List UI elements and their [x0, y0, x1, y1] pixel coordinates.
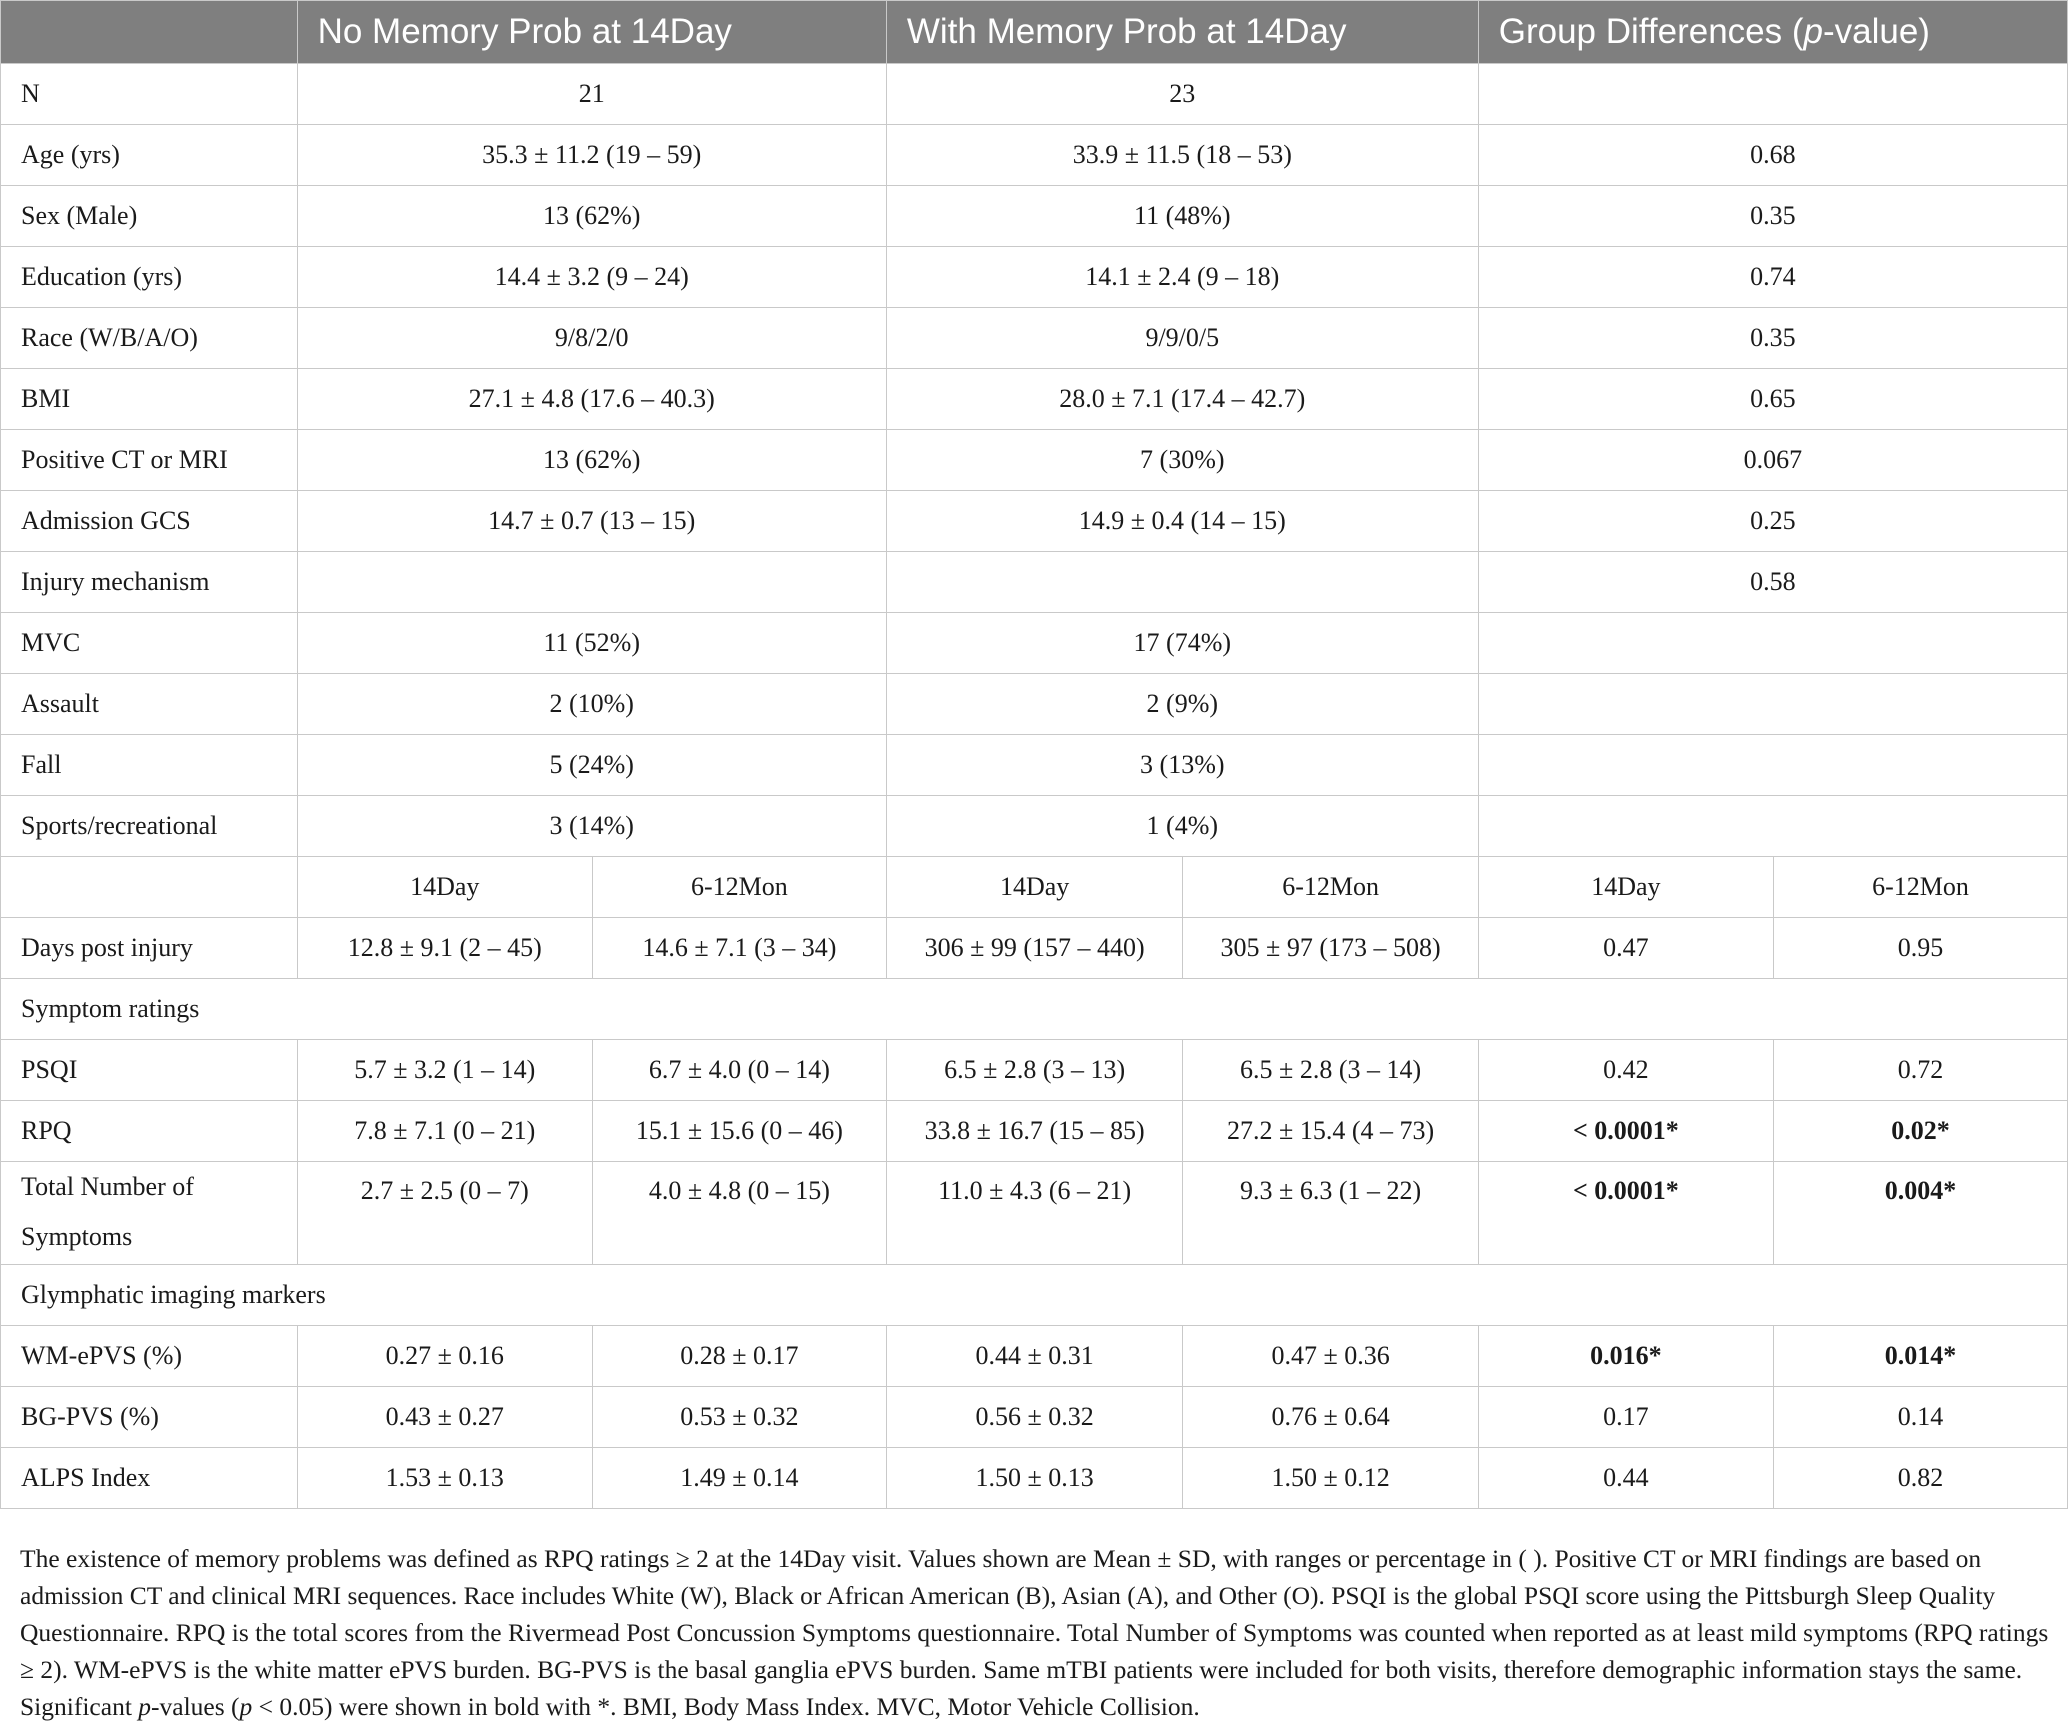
table-cell: 0.14 [1774, 1387, 2068, 1448]
table-footnote: The existence of memory problems was defined as RPQ ratings ≥ 2 at the 14Day visit. Values shown are Mean ± SD, with ranges or percentage in ( ). Positive CT or MRI findings are based on admission CT and clinical MRI sequences. Race includes White (W), Black or African American (B), Asian (A), and Other (O). PSQI is the global PSQI score using the Pittsburgh Sleep Quality Questionnaire. RPQ is the total scores from the Rivermead Post Concussion Symptoms questionnaire. Total Number of Symptoms was counted when reported as at least mild symptoms (RPQ ratings ≥ 2). WM-ePVS is the white matter ePVS burden. BG-PVS is the basal ganglia ePVS burden. Same mTBI patients were included for both visits, therefore demographic information stays the same. Significant p-values (p < 0.05) were shown in bold with *. BMI, Body Mass Index. MVC, Motor Vehicle Collision. [20, 1544, 2049, 1721]
table-cell-significant: 0.016* [1478, 1326, 1773, 1387]
header-with-memory: With Memory Prob at 14Day [886, 1, 1478, 64]
table-cell: 0.44 [1478, 1448, 1773, 1509]
cell-no-memory: 9/8/2/0 [297, 308, 886, 369]
row-label: Injury mechanism [1, 552, 298, 613]
table-cell: 2.7 ± 2.5 (0 – 7) [297, 1162, 592, 1265]
table-cell: 0.47 ± 0.36 [1183, 1326, 1478, 1387]
cell-p-value: 0.35 [1478, 308, 2067, 369]
table-cell: 7.8 ± 7.1 (0 – 21) [297, 1101, 592, 1162]
cell-with-memory: 3 (13%) [886, 735, 1478, 796]
cell-with-memory: 17 (74%) [886, 613, 1478, 674]
cell-no-memory: 13 (62%) [297, 430, 886, 491]
row-label: Positive CT or MRI [1, 430, 298, 491]
cell-no-memory: 3 (14%) [297, 796, 886, 857]
table-row [1, 308, 2068, 369]
table-cell: 27.2 ± 15.4 (4 – 73) [1183, 1101, 1478, 1162]
subheader-empty [1, 857, 298, 918]
subheader-cell: 6-12Mon [1774, 857, 2068, 918]
row-label: MVC [1, 613, 298, 674]
subheader-cell: 14Day [886, 857, 1183, 918]
table-cell: 15.1 ± 15.6 (0 – 46) [592, 1101, 886, 1162]
table-row [1, 796, 2068, 857]
table-row [1, 247, 2068, 308]
table-cell: 306 ± 99 (157 – 440) [886, 918, 1183, 979]
table-cell: 0.53 ± 0.32 [592, 1387, 886, 1448]
visit-subheader-row [1, 857, 2068, 918]
table-row [1, 735, 2068, 796]
row-label: Assault [1, 674, 298, 735]
table-cell: 0.82 [1774, 1448, 2068, 1509]
table-cell-significant: 0.02* [1774, 1101, 2068, 1162]
cell-p-value: 0.35 [1478, 186, 2067, 247]
table-cell: 4.0 ± 4.8 (0 – 15) [592, 1162, 886, 1265]
cell-with-memory: 9/9/0/5 [886, 308, 1478, 369]
cell-with-memory [886, 552, 1478, 613]
cell-no-memory: 21 [297, 64, 886, 125]
table-cell: 6.5 ± 2.8 (3 – 14) [1183, 1040, 1478, 1101]
table-row [1, 125, 2068, 186]
row-label: Total Number of Symptoms [1, 1162, 298, 1265]
subheader-cell: 14Day [297, 857, 592, 918]
table-row [1, 1387, 2068, 1448]
table-cell-significant: 0.014* [1774, 1326, 2068, 1387]
cell-with-memory: 28.0 ± 7.1 (17.4 – 42.7) [886, 369, 1478, 430]
cell-no-memory: 5 (24%) [297, 735, 886, 796]
table-row [1, 186, 2068, 247]
cell-no-memory: 2 (10%) [297, 674, 886, 735]
cell-no-memory: 14.4 ± 3.2 (9 – 24) [297, 247, 886, 308]
section-label: Symptom ratings [1, 979, 2068, 1040]
table-cell: 6.7 ± 4.0 (0 – 14) [592, 1040, 886, 1101]
cell-no-memory: 11 (52%) [297, 613, 886, 674]
cell-p-value: 0.74 [1478, 247, 2067, 308]
table-row [1, 613, 2068, 674]
row-label: Fall [1, 735, 298, 796]
cell-p-value: 0.58 [1478, 552, 2067, 613]
header-no-memory: No Memory Prob at 14Day [297, 1, 886, 64]
table-row [1, 64, 2068, 125]
row-label: Race (W/B/A/O) [1, 308, 298, 369]
row-label: Age (yrs) [1, 125, 298, 186]
cell-no-memory: 27.1 ± 4.8 (17.6 – 40.3) [297, 369, 886, 430]
table-cell: 33.8 ± 16.7 (15 – 85) [886, 1101, 1183, 1162]
cell-with-memory: 14.1 ± 2.4 (9 – 18) [886, 247, 1478, 308]
cell-no-memory: 14.7 ± 0.7 (13 – 15) [297, 491, 886, 552]
table-cell: 0.47 [1478, 918, 1773, 979]
cell-with-memory: 2 (9%) [886, 674, 1478, 735]
row-label: PSQI [1, 1040, 298, 1101]
table-cell: 0.42 [1478, 1040, 1773, 1101]
row-label: BMI [1, 369, 298, 430]
cell-p-value [1478, 674, 2067, 735]
row-label: WM-ePVS (%) [1, 1326, 298, 1387]
table-row [1, 369, 2068, 430]
table-cell: 9.3 ± 6.3 (1 – 22) [1183, 1162, 1478, 1265]
table-cell: 0.27 ± 0.16 [297, 1326, 592, 1387]
table-row [1, 1162, 2068, 1265]
table-cell: 0.44 ± 0.31 [886, 1326, 1183, 1387]
cell-p-value: 0.067 [1478, 430, 2067, 491]
cell-with-memory: 14.9 ± 0.4 (14 – 15) [886, 491, 1478, 552]
table-cell: 0.28 ± 0.17 [592, 1326, 886, 1387]
table-cell: 6.5 ± 2.8 (3 – 13) [886, 1040, 1183, 1101]
table-row [1, 1101, 2068, 1162]
header-group-differences: Group Differences (p-value) [1478, 1, 2067, 64]
table-row [1, 1040, 2068, 1101]
cell-no-memory: 13 (62%) [297, 186, 886, 247]
table-cell-significant: < 0.0001* [1478, 1162, 1773, 1265]
table-row [1, 1448, 2068, 1509]
cell-p-value [1478, 796, 2067, 857]
table-cell: 0.43 ± 0.27 [297, 1387, 592, 1448]
cell-p-value [1478, 64, 2067, 125]
cell-p-value: 0.25 [1478, 491, 2067, 552]
row-label: Sex (Male) [1, 186, 298, 247]
row-label: Sports/recreational [1, 796, 298, 857]
table-cell: 14.6 ± 7.1 (3 – 34) [592, 918, 886, 979]
table-cell: 1.49 ± 0.14 [592, 1448, 886, 1509]
table-row [1, 430, 2068, 491]
table-cell: 0.76 ± 0.64 [1183, 1387, 1478, 1448]
table-row [1, 1326, 2068, 1387]
header-empty [1, 1, 298, 64]
table-cell: 12.8 ± 9.1 (2 – 45) [297, 918, 592, 979]
row-label: ALPS Index [1, 1448, 298, 1509]
cell-with-memory: 11 (48%) [886, 186, 1478, 247]
row-label: RPQ [1, 1101, 298, 1162]
table-row [1, 552, 2068, 613]
row-label: BG-PVS (%) [1, 1387, 298, 1448]
table-cell: 0.17 [1478, 1387, 1773, 1448]
table-cell: 1.50 ± 0.13 [886, 1448, 1183, 1509]
row-label: Days post injury [1, 918, 298, 979]
header-row [1, 1, 2068, 64]
subheader-cell: 6-12Mon [1183, 857, 1478, 918]
table-row [1, 491, 2068, 552]
table-cell: 1.53 ± 0.13 [297, 1448, 592, 1509]
table-cell: 5.7 ± 3.2 (1 – 14) [297, 1040, 592, 1101]
table-cell: 0.72 [1774, 1040, 2068, 1101]
table-row [1, 674, 2068, 735]
cell-p-value: 0.65 [1478, 369, 2067, 430]
cell-p-value [1478, 613, 2067, 674]
table-cell-significant: < 0.0001* [1478, 1101, 1773, 1162]
table-cell: 11.0 ± 4.3 (6 – 21) [886, 1162, 1183, 1265]
cell-no-memory [297, 552, 886, 613]
row-label: N [1, 64, 298, 125]
cell-p-value [1478, 735, 2067, 796]
table-cell: 0.56 ± 0.32 [886, 1387, 1183, 1448]
cell-no-memory: 35.3 ± 11.2 (19 – 59) [297, 125, 886, 186]
table-cell-significant: 0.004* [1774, 1162, 2068, 1265]
cell-with-memory: 1 (4%) [886, 796, 1478, 857]
cell-p-value: 0.68 [1478, 125, 2067, 186]
table-cell: 305 ± 97 (173 – 508) [1183, 918, 1478, 979]
subheader-cell: 14Day [1478, 857, 1773, 918]
cell-with-memory: 23 [886, 64, 1478, 125]
section-row-imaging [1, 1265, 2068, 1326]
table-cell: 0.95 [1774, 918, 2068, 979]
row-label: Admission GCS [1, 491, 298, 552]
cell-with-memory: 7 (30%) [886, 430, 1478, 491]
row-label: Education (yrs) [1, 247, 298, 308]
subheader-cell: 6-12Mon [592, 857, 886, 918]
section-row-symptoms [1, 979, 2068, 1040]
cell-with-memory: 33.9 ± 11.5 (18 – 53) [886, 125, 1478, 186]
section-label: Glymphatic imaging markers [1, 1265, 2068, 1326]
table-row [1, 918, 2068, 979]
table-cell: 1.50 ± 0.12 [1183, 1448, 1478, 1509]
